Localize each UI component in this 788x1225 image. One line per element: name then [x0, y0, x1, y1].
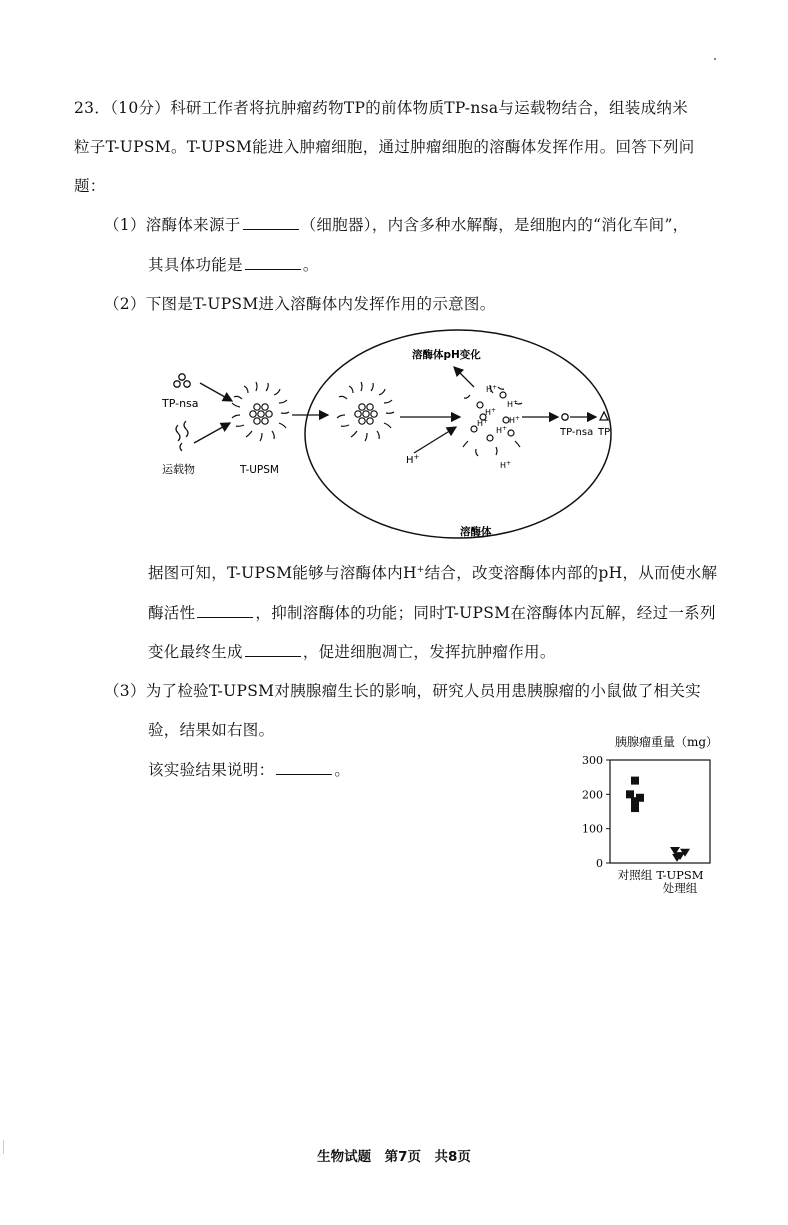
part2-text-s1-sup: +	[416, 564, 425, 575]
tpnsa-circle-icon	[562, 414, 568, 420]
part1-line-2	[148, 253, 319, 275]
tupsm-nanoparticle-icon	[232, 382, 289, 441]
q23-line-1: 23．（10分）科研工作者将抗肿瘤药物TP的前体物质TP-nsa与运载物结合，组装成纳米	[74, 99, 689, 117]
svg-text:H+: H+	[509, 415, 521, 425]
svg-text:H+: H+	[500, 460, 512, 470]
y-tick-label: 0	[596, 857, 603, 870]
y-tick-label: 200	[582, 788, 603, 802]
label-h-ion: H+	[406, 453, 420, 466]
part3-line-1: （3）为了检验T-UPSM对胰腺瘤生长的影响，研究人员用患胰腺瘤的小鼠做了相关实	[104, 682, 701, 700]
part3-text-d: 。	[334, 761, 351, 779]
part2-line-1	[148, 561, 717, 583]
x-category-label: 对照组	[617, 868, 653, 882]
tpnsa-molecule-icon	[174, 374, 190, 387]
x-category-label: 处理组	[662, 881, 698, 895]
answer-blank-product[interactable]	[245, 642, 301, 657]
part3-line-3	[148, 758, 350, 780]
svg-text:H+: H+	[486, 384, 498, 394]
carrier-icon	[176, 421, 188, 451]
part2-text-s2a: 酶活性	[148, 604, 196, 622]
part2-intro: （2）下图是T-UPSM进入溶酶体内发挥作用的示意图。	[104, 295, 496, 313]
data-point	[626, 790, 634, 798]
data-point	[631, 804, 639, 812]
part1-text-a: （1）溶酶体来源于	[104, 216, 241, 234]
label-tp-product: TP	[598, 427, 611, 438]
answer-blank-organelle[interactable]	[243, 215, 299, 230]
label-lysosome: 溶酶体	[460, 526, 492, 538]
label-tpnsa-product: TP-nsa	[560, 427, 594, 438]
chart-frame	[610, 760, 710, 863]
chart-points	[626, 777, 690, 862]
part2-text-s1: 据图可知，T-UPSM能够与溶酶体内H	[148, 564, 417, 582]
part2-text-s3a: 变化最终生成	[148, 643, 243, 661]
svg-text:H+: H+	[507, 399, 519, 409]
part2-text-s1b: 结合，改变溶酶体内部的pH，从而使水解	[424, 564, 718, 582]
q23-line-3: 题：	[74, 177, 106, 195]
chart-axes	[610, 760, 710, 863]
part1-text-b: （细胞器），内含多种水解酶，是细胞内的“消化车间”，	[300, 216, 689, 234]
answer-blank-enzyme-activity[interactable]	[197, 603, 253, 618]
lysosome-diagram	[150, 325, 620, 547]
tumor-weight-chart	[560, 730, 740, 905]
chart-title: 胰腺瘤重量（mg）	[615, 735, 719, 749]
q23-line-2: 粒子T-UPSM。T-UPSM能进入肿瘤细胞，通过肿瘤细胞的溶酶体发挥作用。回答下列问	[74, 138, 695, 156]
tupsm-inside-icon	[337, 382, 394, 441]
part1-text-c: 其具体功能是	[148, 256, 243, 274]
part2-line-3	[148, 640, 556, 662]
part3-text-c: 该实验结果说明：	[148, 761, 275, 779]
part2-line-2	[148, 601, 716, 623]
scan-speck	[714, 58, 716, 60]
tp-triangle-icon	[600, 412, 608, 420]
chart-y-ticks	[582, 754, 610, 870]
h-ions-group	[477, 384, 520, 470]
part2-text-s2b: ，抑制溶酶体的功能；同时T-UPSM在溶酶体内瓦解，经过一系列	[255, 604, 716, 622]
answer-blank-function[interactable]	[245, 255, 301, 270]
data-point	[631, 797, 639, 805]
data-point	[631, 777, 639, 785]
answer-blank-conclusion[interactable]	[276, 760, 332, 775]
page-footer: 生物试题 第7页 共8页	[317, 1149, 471, 1165]
label-tupsm: T-UPSM	[240, 464, 279, 476]
svg-text:H+: H+	[477, 418, 489, 428]
part1-line-1	[104, 213, 688, 235]
y-tick-label: 100	[582, 822, 603, 836]
svg-text:H+: H+	[485, 407, 497, 417]
chart-x-labels	[618, 868, 704, 895]
y-tick-label: 300	[582, 754, 603, 767]
label-carrier: 运载物	[162, 463, 195, 476]
svg-text:H+: H+	[496, 425, 508, 435]
x-category-label: T-UPSM	[656, 868, 704, 882]
label-tpnsa: TP-nsa	[162, 397, 199, 410]
part1-text-d: 。	[302, 256, 319, 274]
label-ph-change: 溶酶体pH变化	[412, 349, 481, 361]
part3-line-2: 验，结果如右图。	[148, 721, 275, 739]
part2-text-s3b: ，促进细胞凋亡，发挥抗肿瘤作用。	[302, 643, 556, 661]
